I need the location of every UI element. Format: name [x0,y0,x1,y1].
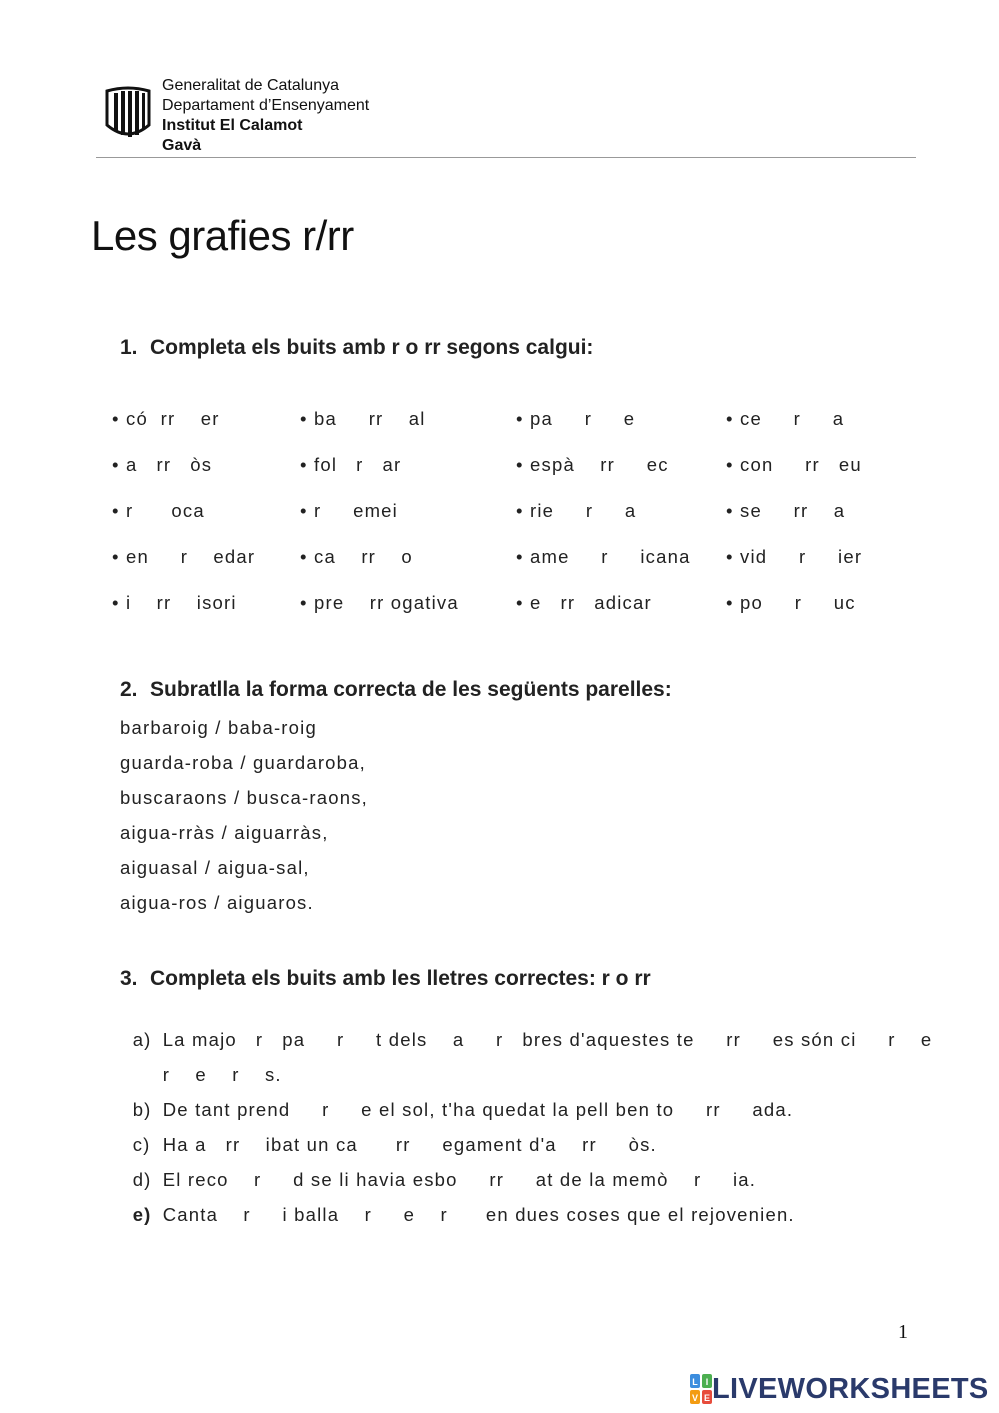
section-2-title: Subratlla la forma correcta de les següents parelles: [150,678,672,701]
section-3-heading [120,967,651,991]
word-item: • ba rr al [300,408,426,429]
sentence-label: c) [132,1134,151,1155]
liveworksheets-wordmark: LIVEWORKSHEETS [712,1372,989,1405]
section-1-heading [120,336,593,360]
header-divider [96,157,916,158]
generalitat-logo [103,85,153,141]
word-item: • ca rr o [300,546,413,567]
word-item: • có rr er [112,408,220,429]
liveworksheets-logo-icon [690,1374,712,1404]
word-item: • pa r e [516,408,636,429]
word-item: • con rr eu [726,454,862,475]
word-item: • vid r ier [726,546,863,567]
institution-header [162,76,369,156]
liveworksheets-brand [690,1372,989,1406]
word-item: • e rr adicar [516,592,652,613]
section-3-number: 3. [120,967,138,990]
sentence-text: r e r s. [162,1064,282,1085]
word-item: • r oca [112,500,205,521]
word-item: • en r edar [112,546,256,567]
word-item: • ce r a [726,408,845,429]
pair-item: aiguasal / aigua-sal, [120,857,310,878]
section-2-number: 2. [120,678,138,701]
header-line-2: Departament d’Ensenyament [162,97,370,114]
page-title: Les grafies r/rr [91,212,354,259]
pair-item: aigua-ros / aiguaros. [120,892,314,913]
header-line-3: Institut El Calamot [162,117,303,134]
pair-item: buscaraons / busca-raons, [120,787,369,808]
svg-text:V: V [691,1393,699,1403]
svg-text:E: E [703,1393,711,1403]
section-1-title: Completa els buits amb r o rr segons calgui: [150,336,594,359]
pair-item: barbaroig / baba-roig [120,717,317,738]
section-1-number: 1. [120,336,138,359]
pair-item: aigua-rràs / aiguarràs, [120,822,329,843]
sentence-label: a) [132,1029,152,1050]
section-3-title: Completa els buits amb les lletres correctes: r o rr [150,967,651,990]
sentence-text: De tant prend r e el sol, t'ha quedat la pell ben to rr ada. [162,1099,794,1120]
header-line-4: Gavà [162,137,202,154]
svg-text:I: I [705,1377,709,1387]
word-item: • espà rr ec [516,454,669,475]
word-item: • fol r ar [300,454,402,475]
section-2-heading [120,678,672,702]
word-item: • pre rr ogativa [300,592,459,613]
word-item: • po r uc [726,592,856,613]
sentence-text: Canta r i balla r e r en dues coses que el rejovenien. [162,1204,795,1225]
sentence-text: El reco r d se li havia esbo rr at de la memò r ia. [162,1169,757,1190]
sentence-label: e) [132,1204,152,1225]
word-item: • i rr isori [112,592,237,613]
page-number: 1 [898,1321,908,1343]
header-line-1: Generalitat de Catalunya [162,77,339,94]
svg-text:L: L [692,1377,698,1387]
sentence-label: b) [132,1099,152,1120]
sentence-text: Ha a rr ibat un ca rr egament d'a rr òs. [162,1134,657,1155]
word-item: • ame r icana [516,546,691,567]
word-item: • a rr òs [112,454,213,475]
word-item: • se rr a [726,500,846,521]
pair-item: guarda-roba / guardaroba, [120,752,366,773]
sentence-item [120,1182,795,1226]
sentence-text: La majo r pa r t dels a r bres d'aquestes te rr es són ci r e [162,1029,933,1050]
sentence-label: d) [132,1169,152,1190]
word-item: • rie r a [516,500,637,521]
word-item: • r emei [300,500,398,521]
